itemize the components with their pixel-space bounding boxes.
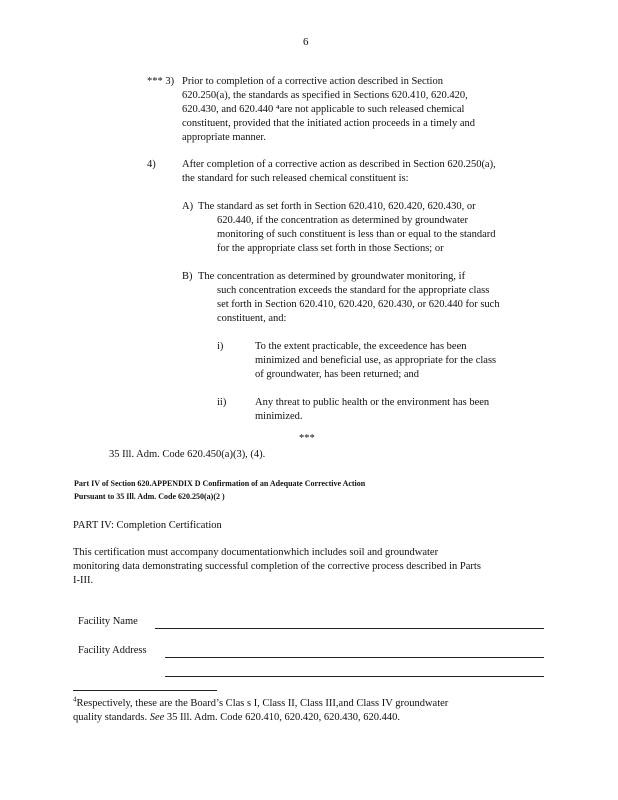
certification-line-1: This certification must accompany documentationwhich includes soil and groundwater [73, 547, 439, 558]
item-4-marker: 4) [147, 159, 156, 170]
footnote-see: See [149, 712, 165, 723]
item-3-line-3: 620.430, and 620.440 ⁴are not applicable to such released chemical [182, 104, 465, 115]
page-number: 6 [303, 36, 309, 48]
footnote-marker: 4 [73, 695, 77, 704]
appendix-header-line-2: Pursuant to 35 Ill. Adm. Code 620.250(a)(2 ) [74, 492, 225, 501]
item-b-line-3: set forth in Section 620.410, 620.420, 620.430, or 620.440 for such [217, 299, 500, 310]
part-title: PART IV: Completion Certification [73, 520, 222, 531]
item-i-line-3: of groundwater, has been returned; and [255, 369, 420, 380]
item-b-line-4: constituent, and: [217, 313, 287, 324]
facility-name-field[interactable] [155, 628, 544, 629]
item-b-line-2: such concentration exceeds the standard for the appropriate class [217, 285, 490, 296]
item-3-line-1: Prior to completion of a corrective action described in Section [182, 76, 443, 87]
section-separator: *** [299, 433, 315, 444]
facility-address-label: Facility Address [78, 645, 147, 656]
certification-line-3: I-III. [73, 575, 94, 586]
item-a-line-3: monitoring of such constituent is less than or equal to the standard [217, 229, 496, 240]
item-3-line-4: constituent, provided that the initiated action proceeds in a timely and [182, 118, 476, 129]
footnote-line-1 [73, 697, 448, 711]
item-3-marker: *** 3) [147, 76, 175, 87]
item-a-marker: A) [182, 201, 194, 212]
item-a-line-1: The standard as set forth in Section 620.410, 620.420, 620.430, or [198, 201, 476, 212]
item-b-marker: B) [182, 271, 193, 282]
certification-line-2: monitoring data demonstrating successful completion of the corrective process described in Parts [73, 561, 481, 572]
item-a-line-4: for the appropriate class set forth in those Sections; or [217, 243, 444, 254]
footnote-text-2a: quality standards. [73, 712, 150, 723]
item-ii-marker: ii) [217, 397, 227, 408]
item-4-line-2: the standard for such released chemical constituent is: [182, 173, 409, 184]
facility-address-field[interactable] [165, 657, 544, 658]
facility-address-field-line-2[interactable] [165, 676, 544, 677]
item-i-marker: i) [217, 341, 224, 352]
footnote-text-2b: 35 Ill. Adm. Code 620.410, 620.420, 620.430, 620.440. [164, 712, 400, 723]
item-ii-line-1: Any threat to public health or the environment has been [255, 397, 490, 408]
facility-name-label: Facility Name [78, 616, 138, 627]
item-a-line-2: 620.440, if the concentration as determined by groundwater [217, 215, 469, 226]
item-i-line-1: To the extent practicable, the exceedence has been [255, 341, 467, 352]
citation: 35 Ill. Adm. Code 620.450(a)(3), (4). [109, 449, 266, 460]
item-3-line-5: appropriate manner. [182, 132, 266, 143]
item-i-line-2: minimized and beneficial use, as appropriate for the class [255, 355, 497, 366]
footnote-text-1: Respectively, these are the Board’s Clas s I, Class II, Class III,and Class IV groundwater [76, 698, 449, 709]
item-4-line-1: After completion of a corrective action as described in Section 620.250(a), [182, 159, 496, 170]
item-ii-line-2: minimized. [255, 411, 303, 422]
item-3-line-2: 620.250(a), the standards as specified in Sections 620.410, 620.420, [182, 90, 468, 101]
item-b-line-1: The concentration as determined by groundwater monitoring, if [198, 271, 466, 282]
appendix-header-line-1: Part IV of Section 620.APPENDIX D Confirmation of an Adequate Corrective Action [74, 479, 366, 488]
footnote-separator [73, 690, 217, 691]
footnote-line-2 [73, 711, 400, 725]
